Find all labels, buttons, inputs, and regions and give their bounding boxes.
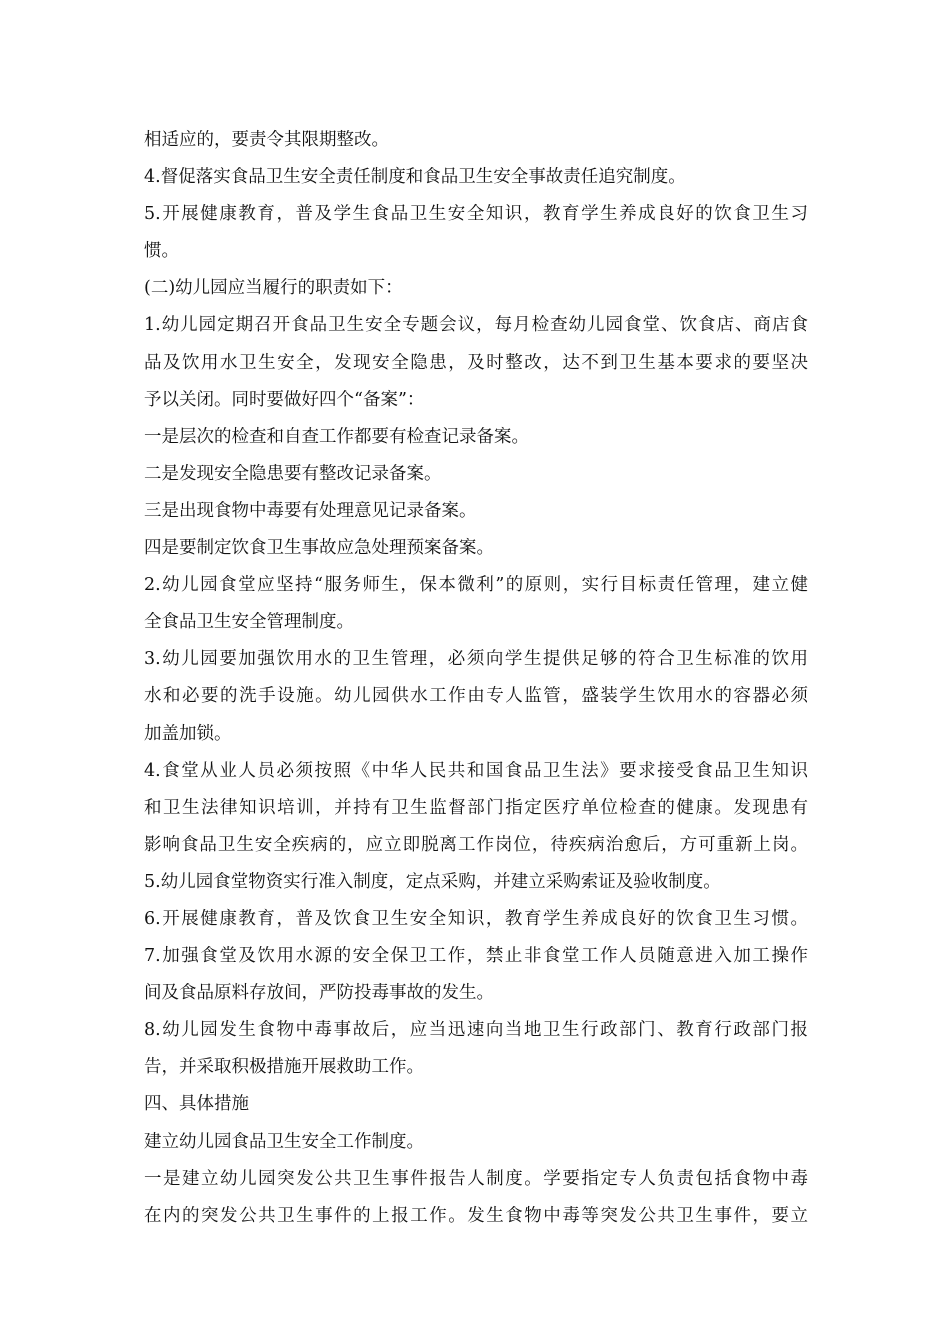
text-line: 予以关闭。同时要做好四个“备案”： <box>144 389 425 410</box>
text-line: 1.幼儿园定期召开食品卫生安全专题会议，每月检查幼儿园食堂、饮食店、商店食 <box>144 315 808 336</box>
text-line: 告，并采取积极措施开展救助工作。 <box>144 1057 424 1078</box>
text-line: 7.加强食堂及饮用水源的安全保卫工作，禁止非食堂工作人员随意进入加工操作 <box>144 946 808 967</box>
text-line: 一是建立幼儿园突发公共卫生事件报告人制度。学要指定专人负责包括食物中毒 <box>144 1168 808 1189</box>
text-line: 四是要制定饮食卫生事故应急处理预案备案。 <box>144 538 494 559</box>
text-line: 三是出现食物中毒要有处理意见记录备案。 <box>144 500 477 521</box>
text-line: 4.督促落实食品卫生安全责任制度和食品卫生安全事故责任追究制度。 <box>144 167 686 188</box>
text-line: 2.幼儿园食堂应坚持“服务师生，保本微利”的原则，实行目标责任管理，建立健 <box>144 575 808 596</box>
text-line: 影响食品卫生安全疾病的，应立即脱离工作岗位，待疾病治愈后，方可重新上岗。 <box>144 834 808 855</box>
section-heading: 四、具体措施 <box>144 1094 249 1115</box>
text-line: 5.开展健康教育，普及学生食品卫生安全知识，教育学生养成良好的饮食卫生习 <box>144 204 808 225</box>
text-line: 5.幼儿园食堂物资实行准入制度，定点采购，并建立采购索证及验收制度。 <box>144 871 721 892</box>
text-line: 一是层次的检查和自查工作都要有检查记录备案。 <box>144 426 529 447</box>
text-line: 在内的突发公共卫生事件的上报工作。发生食物中毒等突发公共卫生事件，要立 <box>144 1205 808 1226</box>
document-body <box>144 122 808 1235</box>
text-line: 建立幼儿园食品卫生安全工作制度。 <box>144 1131 424 1152</box>
text-line: 全食品卫生安全管理制度。 <box>144 612 354 633</box>
text-line: 3.幼儿园要加强饮用水的卫生管理，必须向学生提供足够的符合卫生标准的饮用 <box>144 649 808 670</box>
text-line: 6.开展健康教育，普及饮食卫生安全知识，教育学生养成良好的饮食卫生习惯。 <box>144 908 808 929</box>
section-heading: (二)幼儿园应当履行的职责如下： <box>144 278 403 299</box>
text-line: 二是发现安全隐患要有整改记录备案。 <box>144 463 442 484</box>
text-line: 和卫生法律知识培训，并持有卫生监督部门指定医疗单位检查的健康。发现患有 <box>144 797 808 818</box>
text-line: 4.食堂从业人员必须按照《中华人民共和国食品卫生法》要求接受食品卫生知识 <box>144 760 808 781</box>
text-line: 惯。 <box>144 241 179 262</box>
text-line: 8.幼儿园发生食物中毒事故后，应当迅速向当地卫生行政部门、教育行政部门报 <box>144 1020 808 1041</box>
text-line: 间及食品原料存放间，严防投毒事故的发生。 <box>144 983 494 1004</box>
text-line: 相适应的，要责令其限期整改。 <box>144 130 389 150</box>
text-line: 水和必要的洗手设施。幼儿园供水工作由专人监管，盛装学生饮用水的容器必须 <box>144 686 808 707</box>
text-line: 品及饮用水卫生安全，发现安全隐患，及时整改，达不到卫生基本要求的要坚决 <box>144 352 808 373</box>
text-line: 加盖加锁。 <box>144 723 232 744</box>
